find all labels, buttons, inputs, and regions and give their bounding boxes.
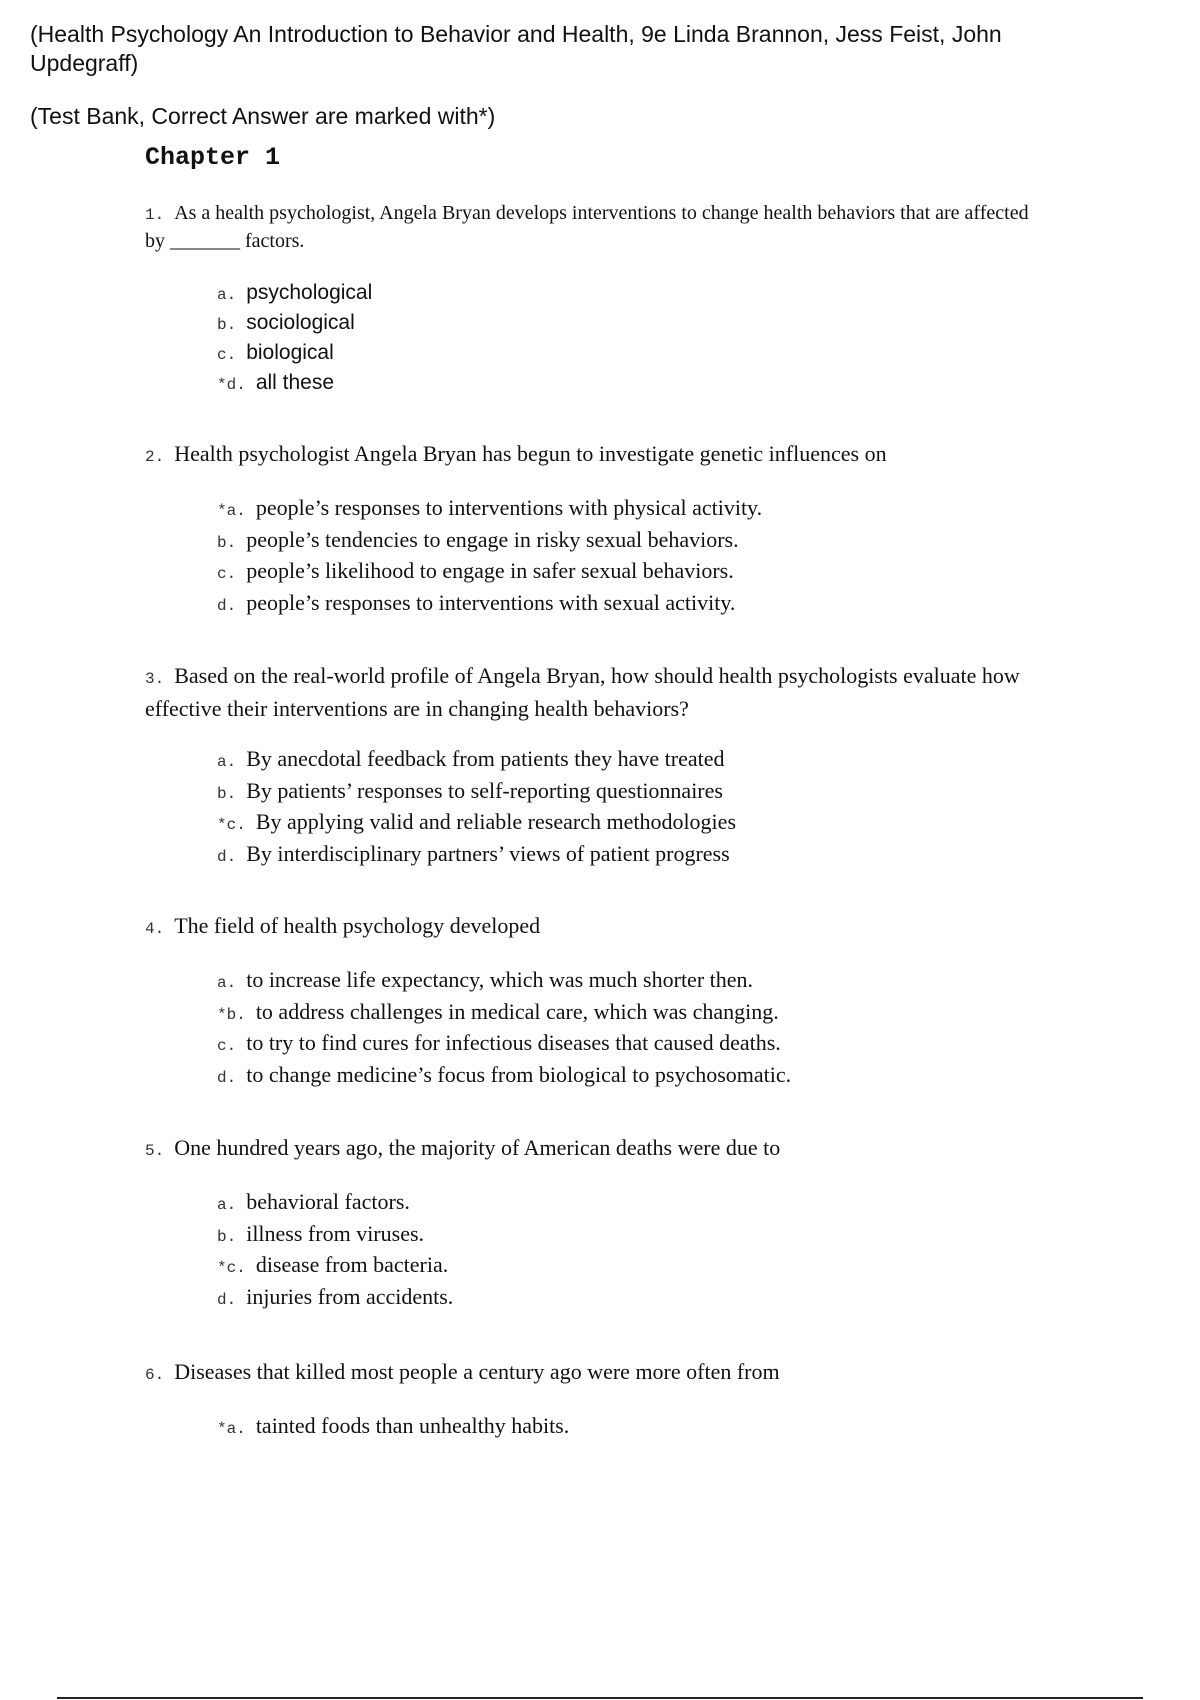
question-1 xyxy=(145,200,1045,399)
answer-option xyxy=(217,966,1045,998)
option-text: behavioral factors. xyxy=(246,1189,410,1214)
option-text: tainted foods than unhealthy habits. xyxy=(255,1413,570,1438)
option-text: to change medicine’s focus from biological to psychosomatic. xyxy=(246,1061,792,1087)
option-text: people’s responses to interventions with sexual activity. xyxy=(246,589,736,615)
option-text: By applying valid and reliable research methodologies xyxy=(255,809,736,834)
answer-option xyxy=(217,1061,1045,1093)
question-text: As a health psychologist, Angela Bryan develops interventions to change health behaviors that are affected by _______ factors. xyxy=(145,202,1029,252)
question-stem xyxy=(145,1133,1045,1166)
option-marker: d. xyxy=(217,847,237,866)
answer-option xyxy=(217,557,1045,589)
answer-options xyxy=(217,1188,1045,1314)
question-number: 3. xyxy=(145,670,165,688)
question-text: The field of health psychology developed xyxy=(174,913,541,938)
question-stem xyxy=(145,661,1045,723)
option-marker: b. xyxy=(217,1227,237,1246)
question-text: One hundred years ago, the majority of American deaths were due to xyxy=(174,1135,781,1160)
option-marker: d. xyxy=(217,1290,237,1309)
question-number: 2. xyxy=(145,448,165,466)
option-marker: b. xyxy=(217,316,237,334)
question-text: Diseases that killed most people a century ago were more often from xyxy=(174,1359,780,1384)
question-text: Based on the real-world profile of Angela Bryan, how should health psychologists evaluate how effective their interventions are in changing health behaviors? xyxy=(145,663,1020,721)
option-text: sociological xyxy=(246,311,355,334)
option-text: By interdisciplinary partners’ views of patient progress xyxy=(246,840,730,866)
option-text: disease from bacteria. xyxy=(255,1252,449,1277)
answer-option-correct xyxy=(217,998,1045,1030)
option-marker: b. xyxy=(217,784,237,803)
answer-option xyxy=(217,1029,1045,1061)
question-number: 6. xyxy=(145,1366,165,1384)
answer-options xyxy=(217,494,1045,620)
answer-option-correct xyxy=(217,494,1045,526)
answer-options xyxy=(217,966,1045,1092)
option-marker: *c. xyxy=(217,816,246,834)
document-source-header: (Health Psychology An Introduction to Behavior and Health, 9e Linda Brannon, Jess Feist, John Updegraff) xyxy=(30,21,1002,76)
answer-options xyxy=(217,1412,1045,1444)
question-number: 5. xyxy=(145,1142,165,1160)
option-text: injuries from accidents. xyxy=(246,1283,454,1309)
option-marker: c. xyxy=(217,1037,237,1055)
option-marker: *d. xyxy=(217,376,246,394)
answer-option-correct xyxy=(217,1412,1045,1444)
option-marker: a. xyxy=(217,974,237,992)
question-number: 4. xyxy=(145,920,165,938)
page-bottom-divider xyxy=(57,1697,1143,1699)
question-4 xyxy=(145,911,1045,1092)
option-text: biological xyxy=(246,341,334,364)
option-marker: *c. xyxy=(217,1259,246,1277)
question-text: Health psychologist Angela Bryan has begun to investigate genetic influences on xyxy=(174,441,887,466)
option-marker: c. xyxy=(217,346,237,364)
option-marker: b. xyxy=(217,533,237,552)
chapter-heading: Chapter 1 xyxy=(145,143,281,172)
answer-option xyxy=(217,777,1045,809)
option-text: to try to find cures for infectious diseases that caused deaths. xyxy=(246,1030,781,1055)
question-stem xyxy=(145,200,1045,254)
option-text: people’s tendencies to engage in risky sexual behaviors. xyxy=(246,526,739,552)
question-stem xyxy=(145,1357,1045,1390)
question-2 xyxy=(145,439,1045,620)
option-marker: a. xyxy=(217,1196,237,1214)
option-marker: a. xyxy=(217,286,237,304)
answer-option xyxy=(217,339,1045,369)
answer-option xyxy=(217,745,1045,777)
option-marker: *a. xyxy=(217,502,246,520)
answer-option xyxy=(217,526,1045,558)
question-number: 1. xyxy=(145,206,165,224)
option-marker: *a. xyxy=(217,1420,246,1438)
option-marker: c. xyxy=(217,565,237,583)
option-text: people’s likelihood to engage in safer sexual behaviors. xyxy=(246,558,734,583)
answer-options xyxy=(217,745,1045,871)
answer-option xyxy=(217,1220,1045,1252)
option-marker: *b. xyxy=(217,1005,246,1024)
option-marker: d. xyxy=(217,596,237,615)
option-text: psychological xyxy=(246,281,373,304)
question-3 xyxy=(145,661,1045,871)
answer-option-correct xyxy=(217,808,1045,840)
answer-option xyxy=(217,1188,1045,1220)
answer-key-note: (Test Bank, Correct Answer are marked with*) xyxy=(30,103,496,129)
option-text: By anecdotal feedback from patients they have treated xyxy=(246,746,725,771)
option-text: to address challenges in medical care, which was changing. xyxy=(255,998,779,1024)
option-marker: d. xyxy=(217,1068,237,1087)
answer-option xyxy=(217,279,1045,309)
answer-option-correct xyxy=(217,369,1045,399)
option-text: people’s responses to interventions with physical activity. xyxy=(255,495,763,520)
option-text: to increase life expectancy, which was much shorter then. xyxy=(246,967,754,992)
option-text: all these xyxy=(255,371,335,394)
answer-options xyxy=(217,279,1045,399)
option-text: illness from viruses. xyxy=(246,1220,425,1246)
answer-option xyxy=(217,309,1045,339)
option-marker: a. xyxy=(217,753,237,771)
answer-option xyxy=(217,1283,1045,1315)
answer-option xyxy=(217,840,1045,872)
question-stem xyxy=(145,439,1045,472)
question-6 xyxy=(145,1357,1045,1444)
question-stem xyxy=(145,911,1045,944)
answer-option-correct xyxy=(217,1251,1045,1283)
answer-option xyxy=(217,589,1045,621)
option-text: By patients’ responses to self-reporting questionnaires xyxy=(246,777,723,803)
question-5 xyxy=(145,1133,1045,1314)
